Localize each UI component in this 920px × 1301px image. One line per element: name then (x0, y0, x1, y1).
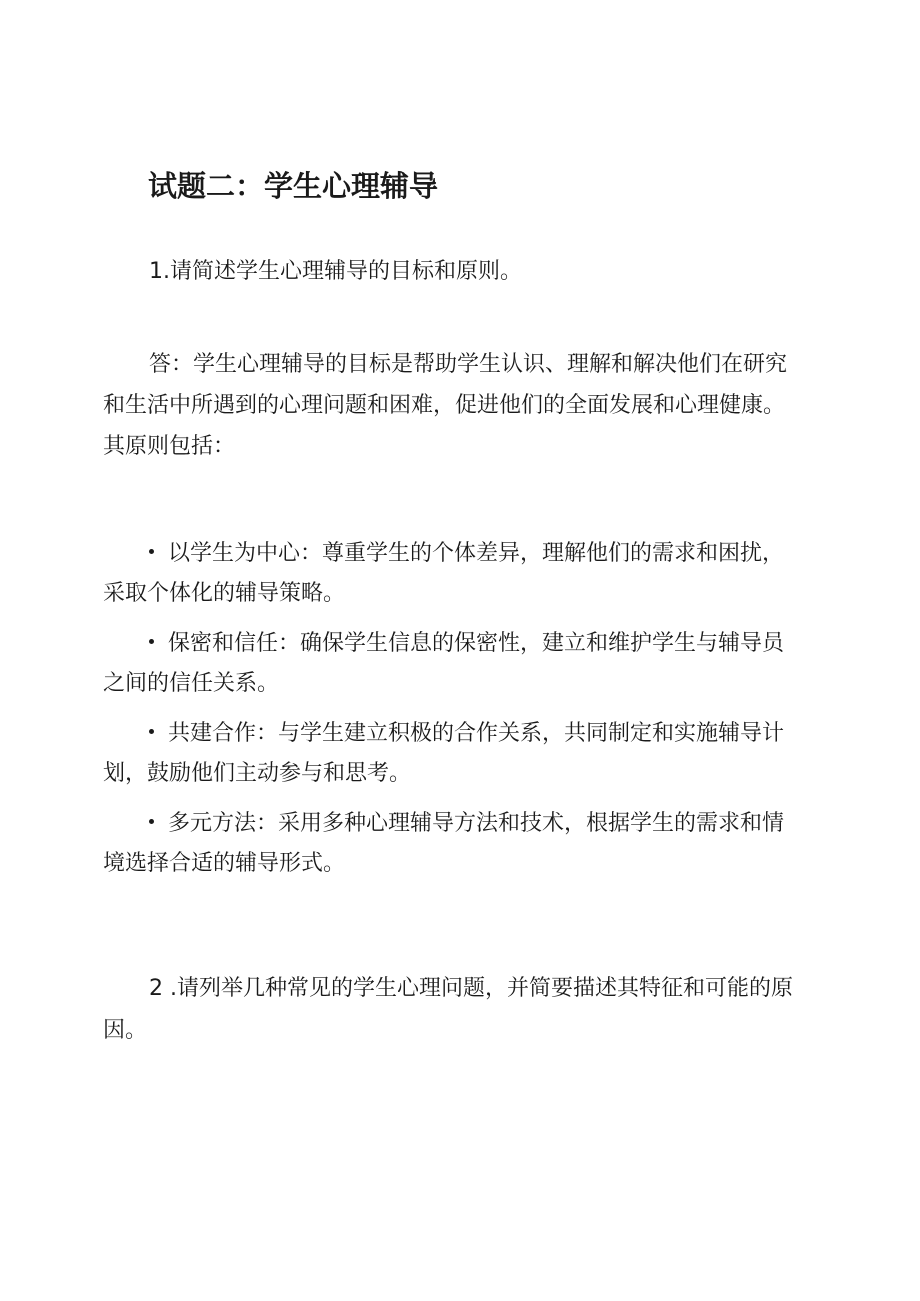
question-2 (103, 968, 819, 1052)
list-item-text: 保密和信任：确保学生信息的保密性，建立和维护学生与辅导员 (168, 631, 785, 656)
page-title: 试题二：学生心理辅导 (148, 169, 439, 203)
answer-paragraph (103, 344, 819, 467)
answer-line: 答：学生心理辅导的目标是帮助学生认识、理解和解决他们在研究 (149, 352, 788, 377)
question-2-line: 因。 (103, 1018, 148, 1043)
question-1: 1.请简述学生心理辅导的目标和原则。 (149, 259, 522, 284)
list-item (103, 624, 819, 704)
answer-line: 和生活中所遇到的心理问题和困难，促进他们的全面发展和心理健康。 (103, 393, 786, 418)
list-item (103, 714, 819, 794)
list-item-text: 以学生为中心：尊重学生的个体差异，理解他们的需求和困扰， (168, 541, 785, 566)
list-item (103, 804, 819, 884)
bullet-dot-icon (149, 729, 154, 734)
list-item-text: 境选择合适的辅导形式。 (103, 851, 346, 876)
list-item-text: 共建合作：与学生建立积极的合作关系，共同制定和实施辅导计 (168, 721, 785, 746)
answer-line: 其原则包括： (103, 434, 236, 459)
question-2-line: 2 .请列举几种常见的学生心理问题，并简要描述其特征和可能的原 (149, 976, 793, 1001)
principles-list (103, 534, 819, 894)
bullet-dot-icon (149, 819, 154, 824)
bullet-dot-icon (149, 549, 154, 554)
list-item (103, 534, 819, 614)
list-item-text: 多元方法：采用多种心理辅导方法和技术，根据学生的需求和情 (168, 811, 785, 836)
bullet-dot-icon (149, 639, 154, 644)
list-item-text: 划，鼓励他们主动参与和思考。 (103, 761, 412, 786)
list-item-text: 采取个体化的辅导策略。 (103, 581, 346, 606)
list-item-text: 之间的信任关系。 (103, 671, 280, 696)
